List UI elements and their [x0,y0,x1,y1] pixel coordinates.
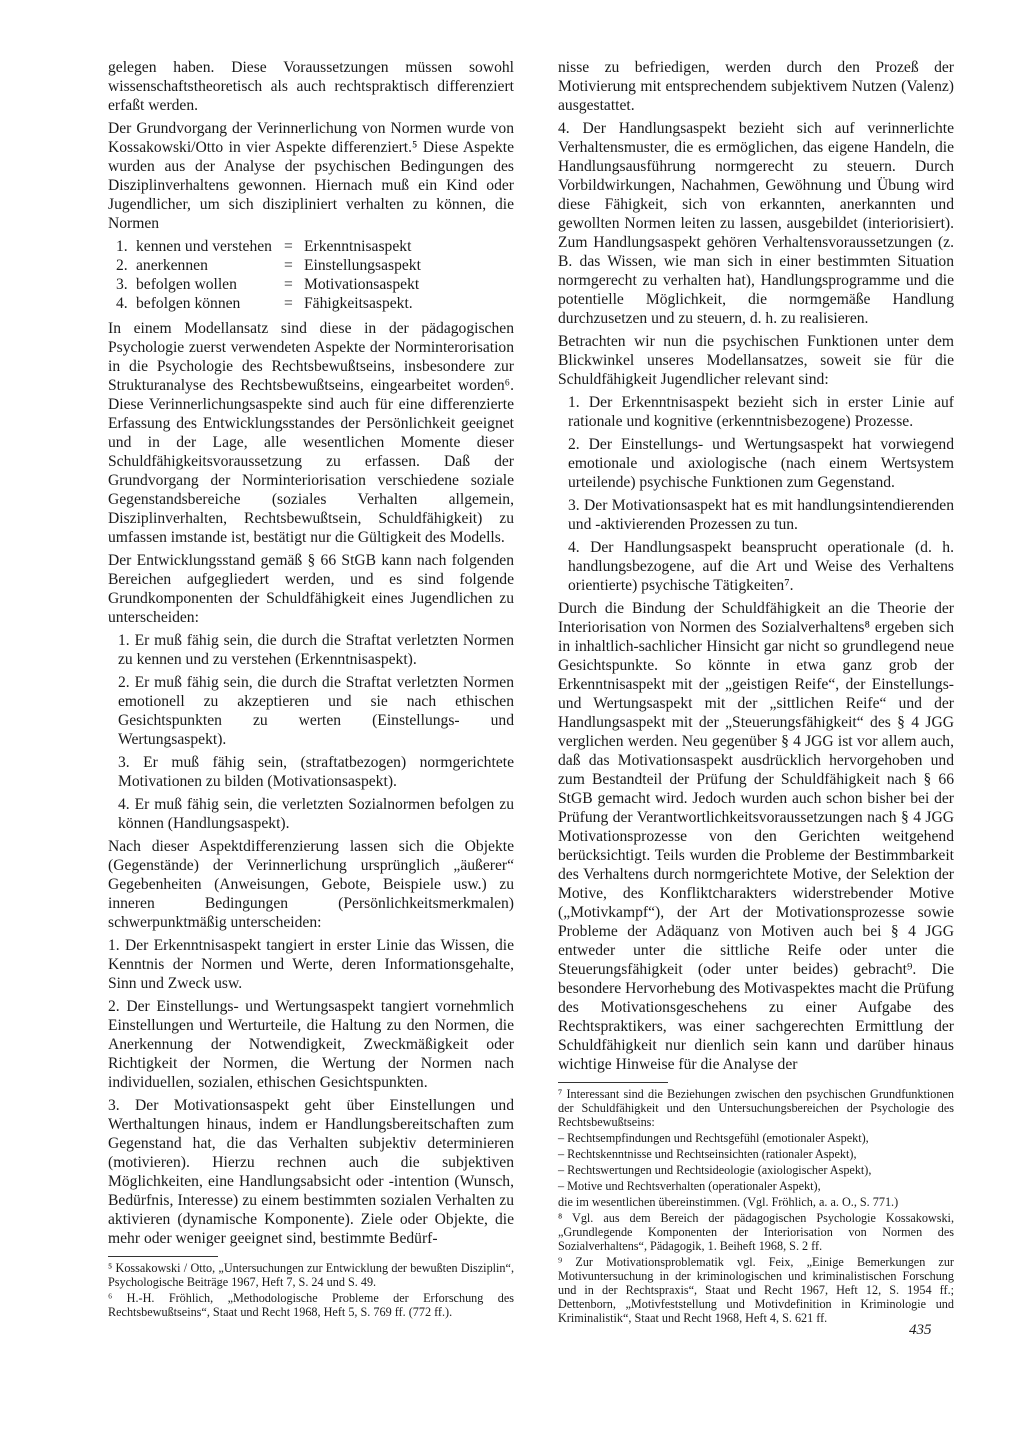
list-number: 2. [116,257,128,274]
list-number: 3. [116,276,128,293]
paragraph: Betrachten wir nun die psychischen Funktionen unter dem Blickwinkel unseres Modellansatzes, soweit sie für die Schuldfähigkeit Jugendlicher relevant sind: [558,333,954,388]
footnote: ⁵ Kossakowski / Otto, „Untersuchungen zur Entwicklung der bewußten Disziplin“, Psychologische Beiträge 1967, Heft 7, S. 24 und S. 49. [108,1261,514,1289]
paragraph: nisse zu befriedigen, werden durch den Prozeß der Motivierung mit entsprechendem subjektivem Nutzen (Valenz) ausgestattet. [558,59,954,114]
footnote-line: – Rechtswertungen und Rechtsideologie (axiologischer Aspekt), [558,1163,872,1177]
list-equals: = [284,276,293,293]
list-number: 4. [116,295,128,312]
norm-aspect-list [116,237,514,313]
right-column [558,58,954,1327]
list-item: 4. Er muß fähig sein, die verletzten Sozialnormen befolgen zu können (Handlungsaspekt). [118,796,514,832]
footnote-line: – Motive und Rechtsverhalten (operationaler Aspekt), [558,1179,821,1193]
list-item: 4. Der Handlungsaspekt beansprucht operationale (d. h. handlungsbezogene, auf die Art und Weise des Verhaltens orientierte) psychische Tätigkeiten⁷. [568,539,954,594]
list-item: 1. Er muß fähig sein, die durch die Straftat verletzten Normen zu kennen und zu verstehen (Erkenntnisaspekt). [118,632,514,668]
list-verb: kennen und verstehen [136,238,272,255]
paragraph: 4. Der Handlungsaspekt bezieht sich auf verinnerlichte Verhaltensmuster, die es ermöglichen, das eigene Handeln, die Handlungsausführung normgerecht zu steuern. Durch Vorbildwirkungen, Nachahmen, Gewöhnung und Übung wird diese Fähigkeit, sich von erkannten, anerkannten und gewollten Normen leiten zu lassen, ausgebildet (interiorisiert). Zum Handlungsaspekt gehören Verhaltensvoraussetzungen (z. B. das Wissen, wie man sich in einer bestimmten Situation normgerecht zu verhalten hat), Handlungsprogramme und die potentielle Möglichkeit, die normgemäße Handlung durchzusetzen und zu steuern, d. h. zu realisieren. [558,120,954,327]
list-item: 2. Er muß fähig sein, die durch die Straftat verletzten Normen emotionell zu akzeptieren und sie nach ethischen Gesichtspunkten zu werten (Einstellungs- und Wertungsaspekt). [118,674,514,748]
paragraph: Der Grundvorgang der Verinnerlichung von Normen wurde von Kossakowski/Otto in vier Aspekte differenziert.⁵ Diese Aspekte wurden aus der Analyse der psychischen Bedingungen des Disziplinverhaltens gewonnen. Hiernach muß ein Kind oder Jugendlicher, um sich diszipliniert verhalten zu können, die Normen [108,120,514,232]
list-number: 1. [116,238,128,255]
page-number: 435 [909,1322,932,1338]
footnote: ⁷ Interessant sind die Beziehungen zwischen den psychischen Grundfunktionen der Schuldfähigkeit und den Untersuchungsbereichen der Psychologie des Rechtsbewußtseins: [558,1087,954,1129]
list-aspect: Motivationsaspekt [304,276,420,293]
paragraph: Nach dieser Aspektdifferenzierung lassen sich die Objekte (Gegenstände) der Verinnerlichung ursprünglich „äußerer“ Gegebenheiten (Anweisungen, Gebote, Beispiele usw.) zu inneren Bedingungen (Persönlichkeitsmerkmalen) schwerpunktmäßig unterscheiden: [108,838,514,931]
paragraph: In einem Modellansatz sind diese in der pädagogischen Psychologie zuerst verwendeten Aspekte der Norminterorisation in die Psychologie des Rechtsbewußtseins, insbesondere zur Strukturanalyse des Rechtsbewußtseins, eingearbeitet worden⁶. Diese Verinnerlichungsaspekte sind auch für eine differenzierte Erfassung des Entwicklungsstandes der Persönlichkeit geeignet und in der Lage, alle wesentlichen Momente dieser Schuldfähigkeitsvoraussetzung zu erfassen. Daß der Grundvorgang der Norminteriorisation verschiedene soziale Gegenstandsbereiche (soziales Verhalten allgemein, Disziplinverhalten, Rechtsbewußtsein, Schuldfähigkeit) zu umfassen imstande ist, bestätigt nur die Gültigkeit des Modells. [108,320,514,546]
list-aspect: Fähigkeitsaspekt. [304,295,413,312]
footnote-line: die im wesentlichen übereinstimmen. (Vgl. Fröhlich, a. a. O., S. 771.) [558,1195,899,1209]
list-item: 3. Der Motivationsaspekt hat es mit handlungsintendierenden und -aktivierenden Prozessen zu tun. [568,497,954,533]
list-verb: befolgen wollen [136,276,237,293]
paragraph: Durch die Bindung der Schuldfähigkeit an die Theorie der Interiorisation von Normen des Sozialverhaltens⁸ ergeben sich in inhaltlich-sachlicher Hinsicht gar nicht so grundlegend neue Gesichtspunkte. So könnte in etwa ganz grob der Erkenntnisaspekt mit der „geistigen Reife“, der Einstellungs- und Wertungsaspekt mit der „sittlichen Reife“ und der Handlungsaspekt mit der „Steuerungsfähigkeit“ des § 4 JGG verglichen werden. Neu gegenüber § 4 JGG ist vor allem auch, daß das Motivationsaspekt ausdrücklich hervorgehoben und zum Bestandteil der Prüfung der Schuldfähigkeit nach § 66 StGB gemacht wird. Jedoch wurden auch schon bisher bei der Prüfung der Verantwortlichkeitsvoraussetzungen nach § 4 JGG Motivationsprozesse von den Gerichten weitgehend berücksichtigt. Teils wurden die Probleme der Bestimmbarkeit des Verhaltens durch normgerichtete Motive, der Selektion der Motive, des Konfliktcharakters widerstrebender Motive („Motivkampf“), der Art der Motivationsprozesse sowie Probleme der Adäquanz von Motiven auch bei § 4 JGG entweder unter die sittliche Reife oder unter die Steuerungsfähigkeit (oder unter beides) gebracht⁹. Die besondere Hervorhebung des Motivaspektes macht die Prüfung des Motivationsgeschehens zu einer Aufgabe des Rechtspraktikers, was einer sachgerechten Ermittlung der Schuldfähigkeit nur dienlich sein kann und darüber hinaus wichtige Hinweise für die Analyse der [558,600,954,1073]
list-verb: anerkennen [136,257,208,274]
list-equals: = [284,238,293,255]
footnote-separator [558,1082,668,1083]
footnote-line: – Rechtsempfindungen und Rechtsgefühl (emotionaler Aspekt), [558,1131,869,1145]
list-item: 2. Der Einstellungs- und Wertungsaspekt hat vorwiegend emotionale und axiologische (nach einem Wertsystem urteilende) psychische Funktionen zum Gegenstand. [568,436,954,491]
list-item: 3. Er muß fähig sein, (straftatbezogen) normgerichtete Motivationen zu bilden (Motivationsaspekt). [118,754,514,790]
footnote-separator [108,1256,218,1257]
list-aspect: Erkenntnisaspekt [304,238,412,255]
list-item: 1. Der Erkenntnisaspekt bezieht sich in erster Linie auf rationale und kognitive (erkenntnisbezogene) Prozesse. [568,394,954,430]
list-aspect: Einstellungsaspekt [304,257,421,274]
paragraph: gelegen haben. Diese Voraussetzungen müssen sowohl wissenschaftstheoretisch als auch rechtspraktisch differenziert erfaßt werden. [108,59,514,114]
list-equals: = [284,257,293,274]
footnote: ⁶ H.-H. Fröhlich, „Methodologische Probleme der Erforschung des Rechtsbewußtseins“, Staat und Recht 1968, Heft 5, S. 769 ff. (772 ff.). [108,1291,514,1319]
list-verb: befolgen können [136,295,241,312]
list-item: 2. Der Einstellungs- und Wertungsaspekt tangiert vornehmlich Einstellungen und Werturteile, die Haltung zu den Normen, die Anerkennung der Notwendigkeit, Zweckmäßigkeit oder Richtigkeit der Normen, die Wertung der Normen nach individuellen, sozialen, ethischen Gesichtspunkten. [108,998,514,1091]
footnote-line: – Rechtskenntnisse und Rechtseinsichten (rationaler Aspekt), [558,1147,857,1161]
footnote: ⁸ Vgl. aus dem Bereich der pädagogischen Psychologie Kossakowski, „Grundlegende Komponenten der Interiorisation von Normen des Sozialverhaltens“, Pädagogik, 1. Beiheft 1968, S. 2 ff. [558,1211,954,1253]
list-equals: = [284,295,293,312]
list-item: 3. Der Motivationsaspekt geht über Einstellungen und Werthaltungen hinaus, indem er Handlungsbereitschaften zum Gegenstand hat, die das Verhalten subjektiv determinieren (motivieren). Hierzu rechnen auch die subjektiven Möglichkeiten, eine Handlungsabsicht oder -intention (Wunsch, Bedürfnis, Interesse) zu einem bestimmten sozialen Verhalten zu aktivieren (dynamische Komponente). Ziele oder Objekte, die mehr oder weniger geeignet sind, bestimmte Bedürf- [108,1097,514,1247]
paragraph: Der Entwicklungsstand gemäß § 66 StGB kann nach folgenden Bereichen aufgegliedert werden, und es sind folgende Grundkomponenten der Schuldfähigkeit eines Jugendlichen zu unterscheiden: [108,552,514,626]
list-item: 1. Der Erkenntnisaspekt tangiert in erster Linie das Wissen, die Kenntnis der Normen und Werte, deren Informationsgehalte, Sinn und Zweck usw. [108,937,514,992]
left-column [108,58,514,1321]
footnote: ⁹ Zur Motivationsproblematik vgl. Feix, „Einige Bemerkungen zur Motivuntersuchung in der kriminologischen und kriminalistischen Forschung und in der Rechtspraxis“, Staat und Recht 1967, Heft 12, S. 1954 ff.; Dettenborn, „Motivfeststellung und Motivdefinition in Kriminologie und Kriminalistik“, Staat und Recht 1968, Heft 4, S. 621 ff. [558,1255,954,1325]
